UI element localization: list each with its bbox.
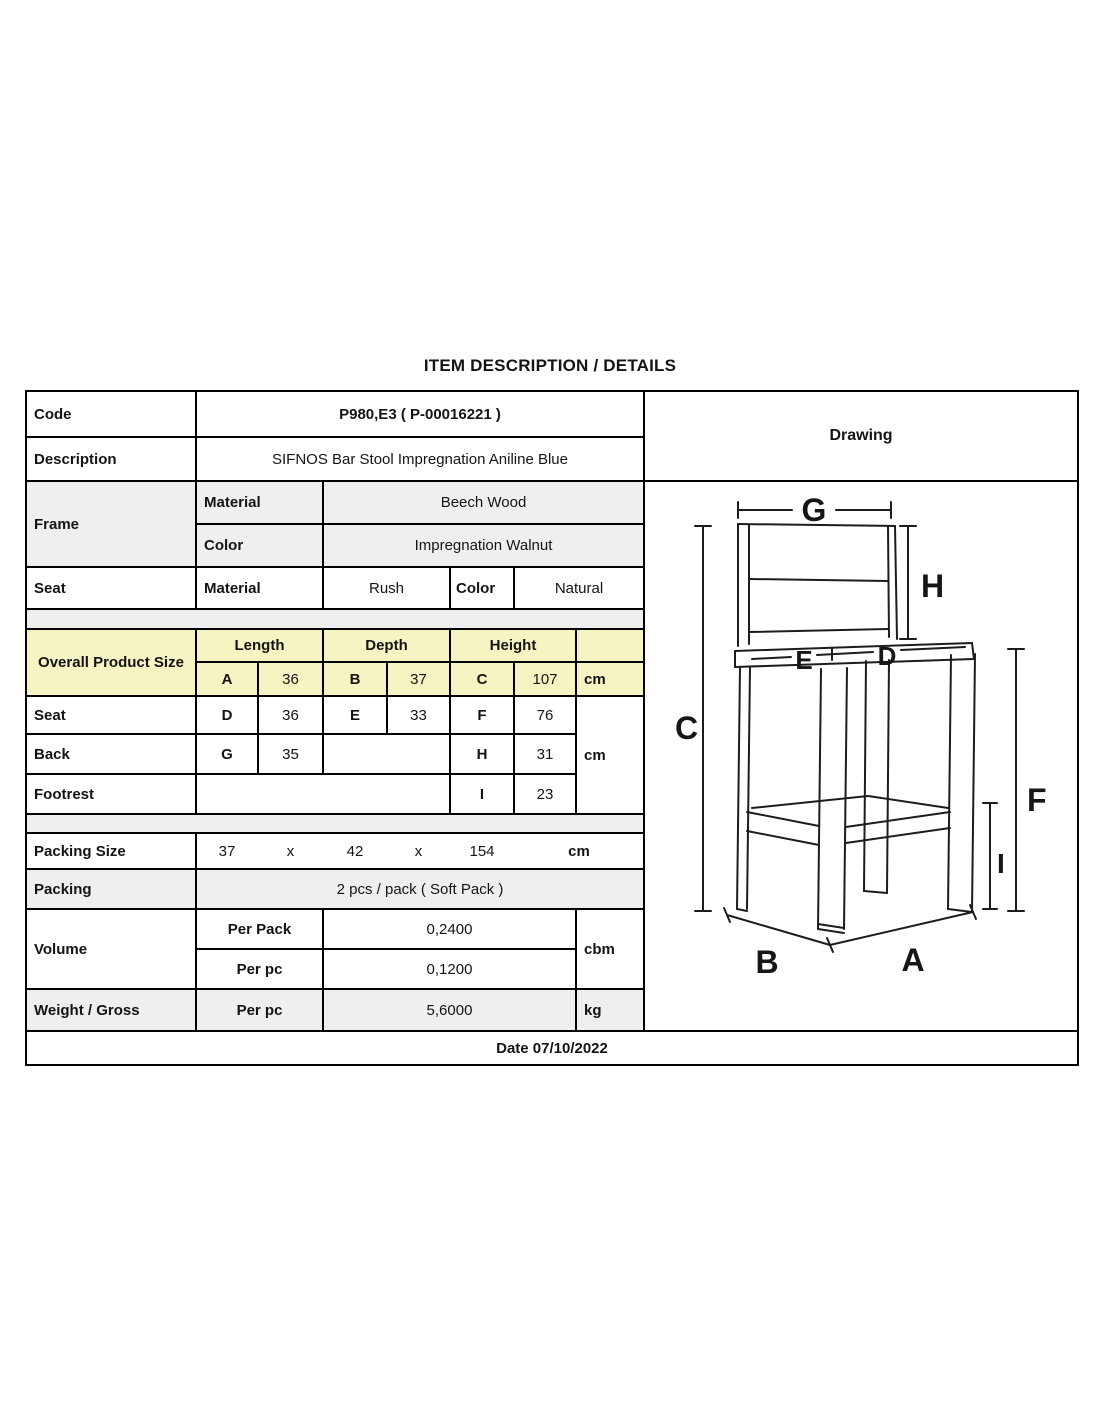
packing-size-x1: x (286, 842, 295, 860)
code-value: P980,E3 ( P-00016221 ) (197, 392, 645, 438)
dim-label-g: G (801, 492, 827, 528)
dim-label-f: F (1027, 782, 1047, 818)
size-header-spacer (577, 630, 645, 663)
size-back-spacer (324, 735, 451, 775)
weight-per-pc-value: 5,6000 (324, 990, 577, 1032)
spec-table (25, 390, 1079, 1066)
dim-label-a: A (901, 942, 925, 978)
size-b-value: 37 (388, 663, 451, 697)
size-f-key: F (451, 697, 515, 735)
drawing-header: Drawing (645, 392, 1077, 482)
volume-per-pc-value: 0,1200 (324, 950, 577, 990)
seat-color-value: Natural (515, 568, 645, 610)
size-seat-label: Seat (27, 697, 197, 735)
packing-value: 2 pcs / pack ( Soft Pack ) (197, 870, 645, 910)
dim-label-h: H (921, 568, 945, 604)
dim-label-e: E (795, 645, 813, 675)
frame-material-label: Material (197, 482, 324, 525)
separator-band (27, 815, 645, 834)
size-i-value: 23 (515, 775, 577, 815)
dim-label-d: D (877, 641, 897, 671)
size-height-header: Height (451, 630, 577, 663)
separator-band (27, 610, 645, 630)
frame-color-label: Color (197, 525, 324, 568)
packing-size-height: 154 (469, 842, 495, 860)
size-g-key: G (197, 735, 259, 775)
volume-per-pc-label: Per pc (197, 950, 324, 990)
size-i-key: I (451, 775, 515, 815)
packing-size-value (197, 834, 645, 870)
dim-label-i: I (997, 848, 1005, 879)
size-c-key: C (451, 663, 515, 697)
seat-material-label: Material (197, 568, 324, 610)
size-a-value: 36 (259, 663, 324, 697)
weight-unit: kg (577, 990, 645, 1032)
size-e-key: E (324, 697, 388, 735)
seat-material-value: Rush (324, 568, 451, 610)
size-a-key: A (197, 663, 259, 697)
frame-color-value: Impregnation Walnut (324, 525, 645, 568)
packing-size-x2: x (414, 842, 423, 860)
description-value: SIFNOS Bar Stool Impregnation Aniline Blue (197, 438, 645, 482)
packing-label: Packing (27, 870, 197, 910)
size-length-header: Length (197, 630, 324, 663)
size-f-value: 76 (515, 697, 577, 735)
size-footrest-label: Footrest (27, 775, 197, 815)
weight-per-pc-label: Per pc (197, 990, 324, 1032)
packing-size-width: 37 (218, 842, 236, 860)
size-unit-overall: cm (577, 663, 645, 697)
size-d-key: D (197, 697, 259, 735)
dim-label-b: B (755, 944, 779, 980)
seat-label: Seat (27, 568, 197, 610)
size-g-value: 35 (259, 735, 324, 775)
code-label: Code (27, 392, 197, 438)
frame-material-value: Beech Wood (324, 482, 645, 525)
dim-label-c: C (675, 710, 699, 746)
size-unit-detail: cm (577, 697, 645, 815)
stool-drawing (645, 482, 1077, 1031)
frame-label: Frame (27, 482, 197, 568)
volume-per-pack-value: 0,2400 (324, 910, 577, 950)
size-footrest-spacer (197, 775, 451, 815)
size-b-key: B (324, 663, 388, 697)
packing-size-label: Packing Size (27, 834, 197, 870)
size-d-value: 36 (259, 697, 324, 735)
size-e-value: 33 (388, 697, 451, 735)
packing-size-unit: cm (568, 842, 590, 860)
size-depth-header: Depth (324, 630, 451, 663)
description-label: Description (27, 438, 197, 482)
volume-unit: cbm (577, 910, 645, 990)
size-header: Overall Product Size (27, 630, 197, 697)
packing-size-depth: 42 (346, 842, 364, 860)
size-back-label: Back (27, 735, 197, 775)
seat-color-label: Color (451, 568, 515, 610)
date-row: Date 07/10/2022 (496, 1039, 608, 1057)
volume-label: Volume (27, 910, 197, 990)
drawing-area (645, 482, 1077, 1032)
size-c-value: 107 (515, 663, 577, 697)
size-h-value: 31 (515, 735, 577, 775)
volume-per-pack-label: Per Pack (197, 910, 324, 950)
page-title: ITEM DESCRIPTION / DETAILS (423, 356, 677, 375)
size-h-key: H (451, 735, 515, 775)
weight-label: Weight / Gross (27, 990, 197, 1032)
